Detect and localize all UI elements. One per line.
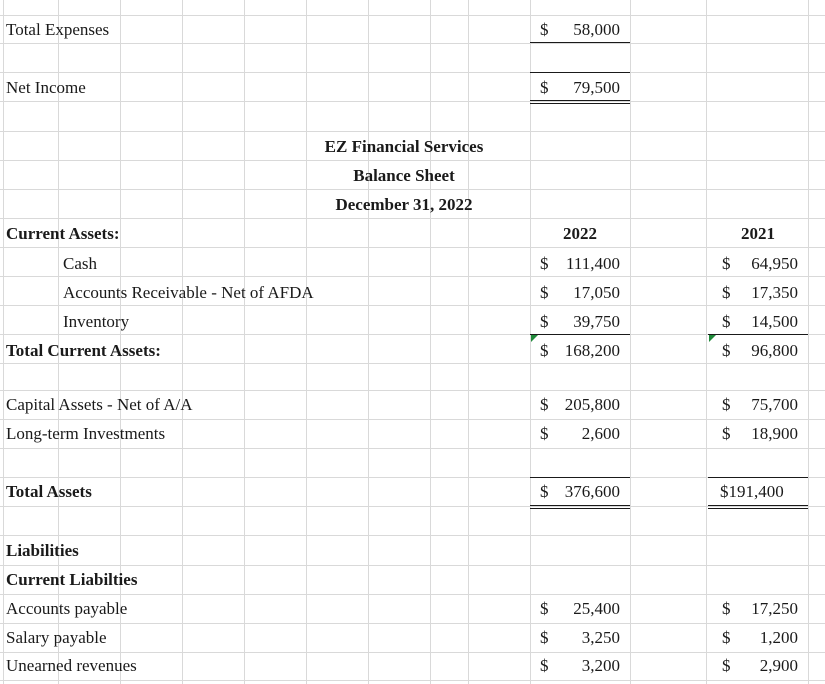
currency-symbol: $ <box>540 628 549 647</box>
double-underline-1 <box>530 505 630 506</box>
amount: 2,600 <box>581 424 620 443</box>
underline <box>530 42 630 43</box>
double-underline-2 <box>530 103 630 104</box>
amount: 58,000 <box>573 20 620 39</box>
amount: 17,250 <box>751 599 798 618</box>
amount: 39,750 <box>573 312 620 331</box>
accounts-payable-label[interactable]: Accounts payable <box>6 599 128 618</box>
accounts-receivable-label[interactable]: Accounts Receivable - Net of AFDA <box>63 283 314 302</box>
amount: 168,200 <box>564 341 620 360</box>
currency-symbol: $ <box>540 312 549 331</box>
amount: 1,200 <box>759 628 798 647</box>
amount: 14,500 <box>751 312 798 331</box>
year-2022-header[interactable]: 2022 <box>563 224 597 243</box>
currency-symbol: $ <box>540 482 549 501</box>
amount: 79,500 <box>573 78 620 97</box>
currency-symbol: $ <box>540 78 549 97</box>
currency-symbol: $ <box>722 341 731 360</box>
total-expenses-label[interactable]: Total Expenses <box>6 20 110 39</box>
cash-label[interactable]: Cash <box>63 254 97 273</box>
currency-symbol: $ <box>540 395 549 414</box>
top-border <box>708 477 808 478</box>
salary-payable-label[interactable]: Salary payable <box>6 628 107 647</box>
amount: 2,900 <box>759 656 798 675</box>
amount: 64,950 <box>751 254 798 273</box>
amount: 17,350 <box>751 283 798 302</box>
total-current-assets-label[interactable]: Total Current Assets: <box>6 341 161 360</box>
liabilities-heading[interactable]: Liabilities <box>6 541 79 560</box>
current-assets-heading[interactable]: Current Assets: <box>6 224 120 243</box>
currency-symbol: $ <box>540 656 549 675</box>
amount: 111,400 <box>566 254 620 273</box>
year-2021-header[interactable]: 2021 <box>741 224 775 243</box>
currency-symbol: $ <box>722 312 731 331</box>
amount: 18,900 <box>751 424 798 443</box>
underline <box>530 334 630 335</box>
company-name[interactable]: EZ Financial Services <box>324 137 484 156</box>
amount: 96,800 <box>751 341 798 360</box>
top-border <box>530 72 630 73</box>
currency-symbol: $ <box>540 341 549 360</box>
double-underline-1 <box>530 100 630 101</box>
unearned-revenues-label[interactable]: Unearned revenues <box>6 656 137 675</box>
amount: 3,200 <box>581 656 620 675</box>
currency-symbol: $ <box>540 424 549 443</box>
currency-symbol: $ <box>540 254 549 273</box>
currency-symbol: $ <box>722 254 731 273</box>
statement-title[interactable]: Balance Sheet <box>353 166 455 185</box>
currency-symbol: $ <box>540 599 549 618</box>
total-assets-label[interactable]: Total Assets <box>6 482 92 501</box>
error-indicator-icon <box>709 335 716 342</box>
error-indicator-icon <box>531 335 538 342</box>
currency-symbol: $ <box>540 20 549 39</box>
inventory-label[interactable]: Inventory <box>63 312 130 331</box>
amount: 205,800 <box>564 395 620 414</box>
capital-assets-label[interactable]: Capital Assets - Net of A/A <box>6 395 193 414</box>
double-underline-2 <box>530 508 630 509</box>
underline <box>708 334 808 335</box>
currency-symbol: $ <box>722 395 731 414</box>
long-term-investments-label[interactable]: Long-term Investments <box>6 424 166 443</box>
amount: 17,050 <box>573 283 620 302</box>
amount: 25,400 <box>573 599 620 618</box>
amount: 3,250 <box>581 628 620 647</box>
currency-symbol: $ <box>722 283 731 302</box>
currency-symbol: $ <box>722 424 731 443</box>
amount: 75,700 <box>751 395 798 414</box>
amount: 376,600 <box>564 482 620 501</box>
statement-date[interactable]: December 31, 2022 <box>335 195 473 214</box>
top-border <box>530 477 630 478</box>
current-liabilities-heading[interactable]: Current Liabilties <box>6 570 138 589</box>
currency-symbol: $ <box>540 283 549 302</box>
double-underline-2 <box>708 508 808 509</box>
currency-symbol: $ <box>722 656 731 675</box>
currency-symbol: $ <box>722 599 731 618</box>
net-income-label[interactable]: Net Income <box>6 78 86 97</box>
total-assets-2021[interactable]: $191,400 <box>720 482 784 501</box>
currency-symbol: $ <box>722 628 731 647</box>
double-underline-1 <box>708 505 808 506</box>
